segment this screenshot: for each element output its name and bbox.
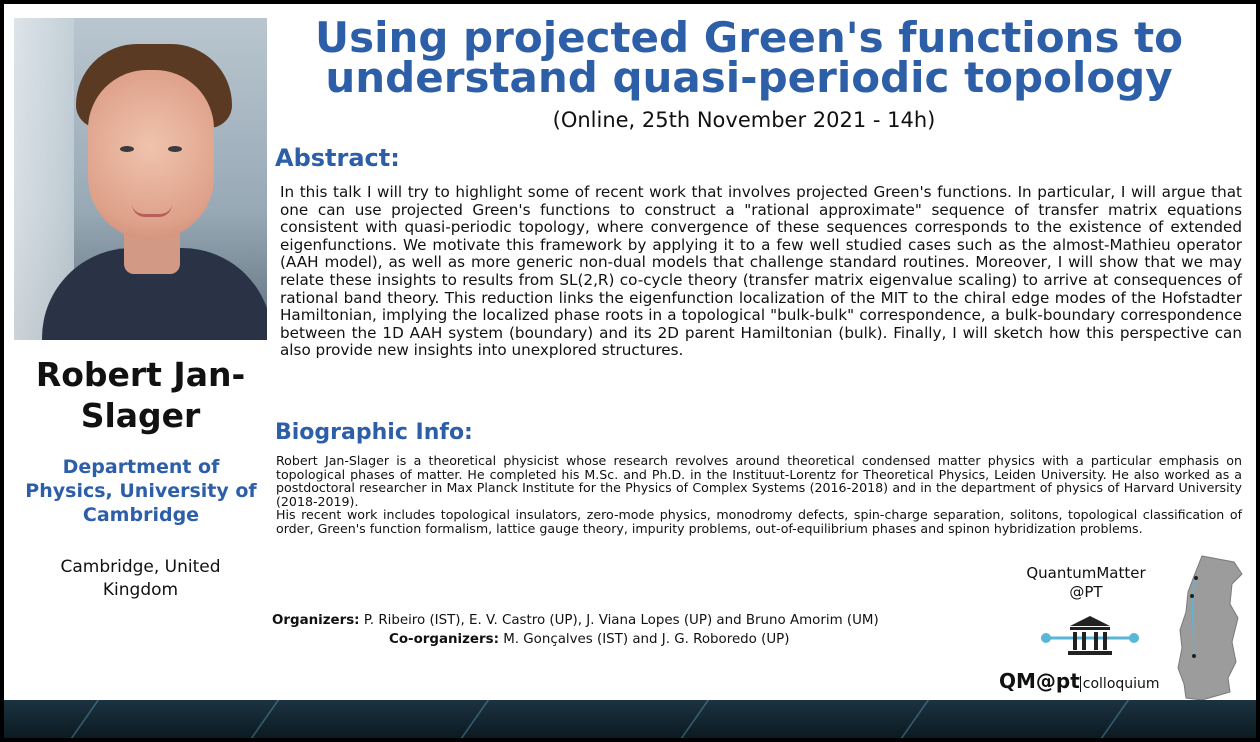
bio-paragraph-2: His recent work includes topological insulators, zero-mode physics, monodromy defects, spin-charge separation, solitons, topological classification of order, Green's function formalism, lattice gauge theory, impurity problems, out-of-equilibrium phases and spinon hybridization problems. [276, 507, 1242, 536]
abstract-text: In this talk I will try to highlight some of recent work that involves projected Green's functions. In particular, I will argue that one can use projected Green's functions to construct a "rational approximate" sequence of transfer matrix equations consistent with quasi-periodic topology, where convergence of these sequences corresponds to the existence of extended eigenfunctions. We motivate this framework by applying it to a few well studied cases such as the almost-Mathieu operator (AAH model), as well as more generic non-dual models that challenge standard routines. Moreover, I will show that we may relate these insights to results from SL(2,R) co-cycle theory (transfer matrix eigenvalue scaling) to arrive at consequences of rational band theory. This reduction links the eigenfunction localization of the MIT to the chiral edge modes of the Hofstadter Hamiltonian, implying the localized phase roots in a topological "bulk-bulk" correspondence, a bulk-boundary correspondence between the 1D AAH system (boundary) and its 2D parent Hamiltonian (bulk). Finally, I will sketch how this perspective can also provide new insights into unexplored structures. [280, 183, 1242, 360]
portugal-map-icon [1172, 552, 1248, 702]
abstract-heading: Abstract: [275, 144, 400, 172]
speaker-department [10, 455, 272, 527]
location-line2: Kingdom [102, 580, 179, 600]
speaker-photo [14, 18, 267, 340]
speaker-location [14, 556, 267, 602]
title-line2: understand quasi-periodic topology [325, 53, 1173, 102]
qm-label-line2: @PT [1069, 583, 1103, 601]
department-line3: Cambridge [82, 504, 200, 526]
decorative-bottom-band [4, 700, 1256, 738]
organizers-label: Organizers: [272, 613, 360, 628]
organizers [272, 611, 992, 649]
department-line1: Department of [62, 456, 220, 478]
title-line1: Using projected Green's functions to [314, 13, 1184, 62]
qm-label [1012, 564, 1160, 602]
speaker-name-line2: Slager [80, 396, 201, 435]
organizers-names: P. Ribeiro (IST), E. V. Castro (UP), J. Viana Lopes (UP) and Bruno Amorim (UM) [363, 613, 879, 628]
speaker-name-line1: Robert Jan- [35, 355, 246, 394]
qm-logo-suffix: colloquium [1080, 676, 1160, 692]
bio-heading: Biographic Info: [275, 420, 473, 445]
department-line2: Physics, University of [25, 480, 257, 502]
speaker-name [14, 354, 267, 436]
qm-logo-bold: QM@pt [999, 669, 1080, 693]
co-organizers-label: Co-organizers: [389, 632, 499, 647]
talk-title [274, 13, 1224, 102]
co-organizers-names: M. Gonçalves (IST) and J. G. Roboredo (UP) [503, 632, 790, 647]
qm-logo-text [999, 669, 1160, 693]
poster [4, 4, 1256, 738]
bio-paragraph-1: Robert Jan-Slager is a theoretical physicist whose research revolves around theoretical condensed matter physics with a particular emphasis on topological phases of matter. He completed his M.Sc. and Ph.D. in the Instituut-Lorentz for Theoretical Physics, Leiden University. He also worked as a postdoctoral researcher in Max Planck Institute for the Physics of Complex Systems (2016-2018) and in the department of physics of Harvard University (2018-2019). [276, 453, 1242, 509]
bio-text [276, 454, 1242, 536]
talk-date: (Online, 25th November 2021 - 14h) [552, 108, 936, 132]
organizers-line [272, 611, 992, 630]
location-line1: Cambridge, United [60, 557, 221, 577]
co-organizers-line [272, 630, 992, 649]
building-columns-icon [1040, 614, 1140, 666]
qm-label-line1: QuantumMatter [1026, 564, 1146, 582]
